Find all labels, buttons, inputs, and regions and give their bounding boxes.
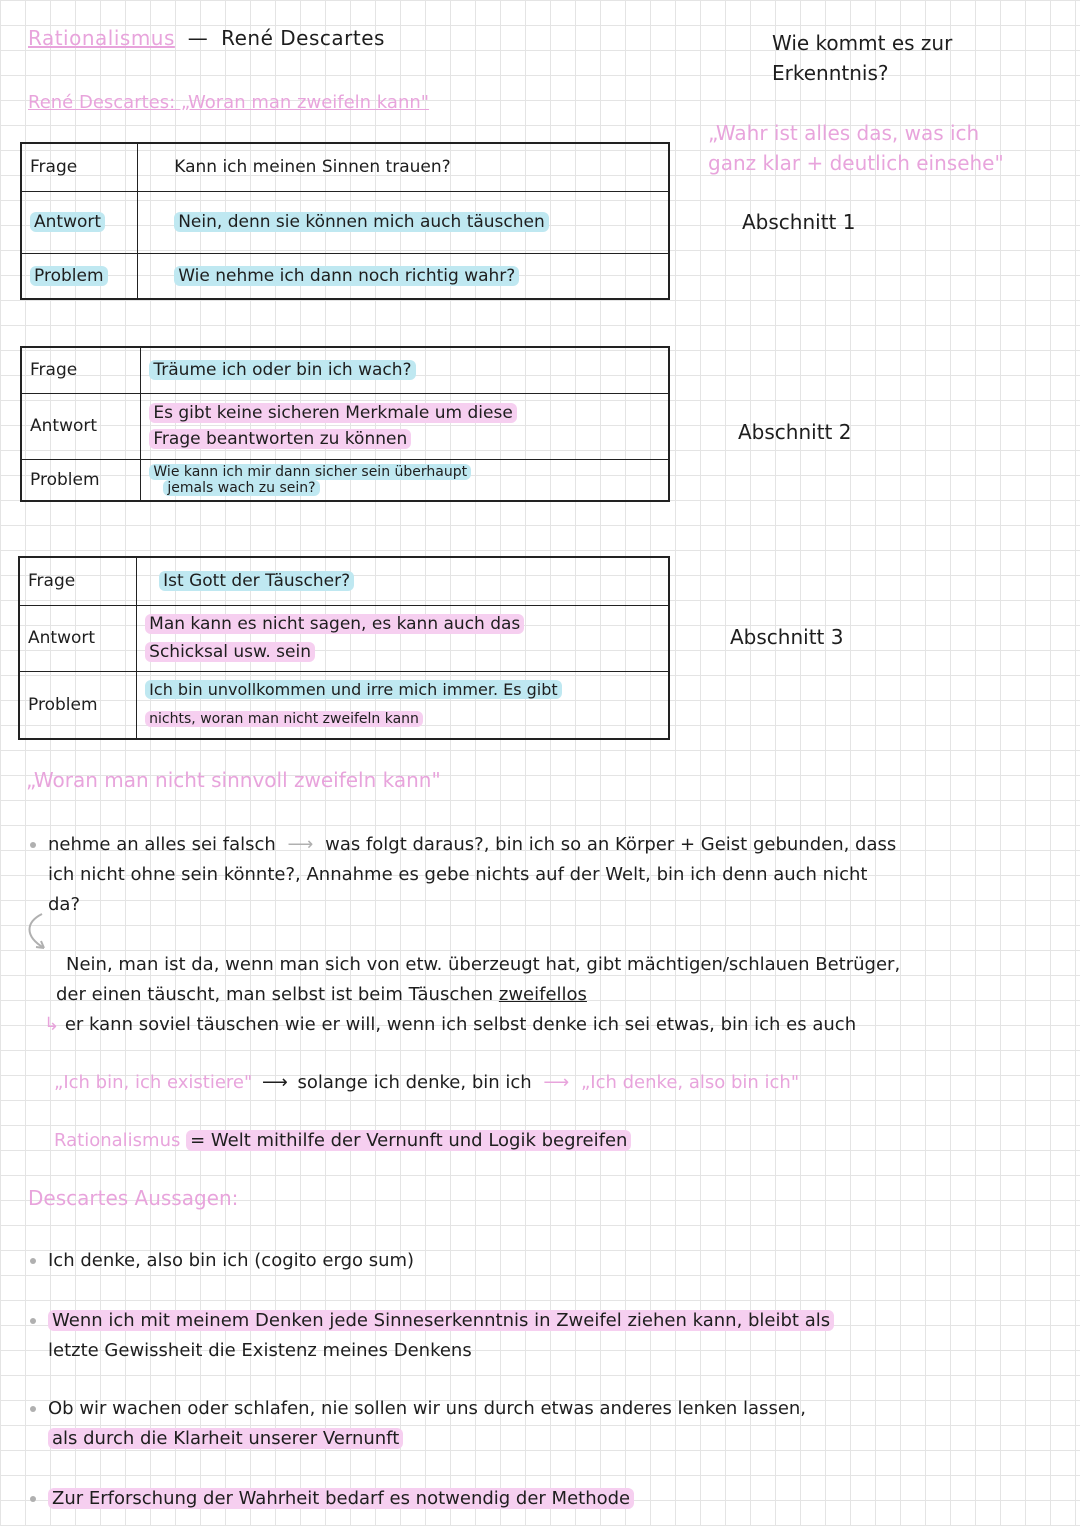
cell-frage: Ist Gott der Täuscher? bbox=[137, 557, 669, 605]
side-quote-line1: „Wahr ist alles das, was ich bbox=[708, 121, 980, 145]
ratio-def: = Welt mithilfe der Vernunft und Logik begreifen bbox=[186, 1130, 631, 1151]
aussagen-title: Descartes Aussagen: bbox=[28, 1186, 239, 1210]
label-frage: Frage bbox=[19, 557, 137, 605]
section-label-1: Abschnitt 1 bbox=[742, 210, 856, 234]
note-paragraph-2 bbox=[44, 950, 1066, 1040]
label-antwort: Antwort bbox=[21, 393, 141, 459]
arrow-icon: ⟶ bbox=[261, 1072, 288, 1093]
bullet bbox=[30, 1318, 36, 1324]
cogito-line bbox=[54, 1068, 1064, 1098]
bullet bbox=[30, 1258, 36, 1264]
rationalismus-definition bbox=[54, 1126, 1064, 1156]
title-descartes: René Descartes bbox=[221, 26, 385, 50]
cell-antwort: Nein, denn sie können mich auch täuschen bbox=[138, 191, 669, 253]
note-p1-b: was folgt daraus?, bin ich so an Körper + Geist gebunden, dass bbox=[325, 834, 897, 855]
note-p2-zweifellos: zweifellos bbox=[498, 984, 587, 1005]
side-quote bbox=[708, 118, 1004, 178]
subtitle: René Descartes: „Woran man zweifeln kann" bbox=[28, 92, 430, 113]
note-p2-line1: Nein, man ist da, wenn man sich von etw. überzeugt hat, gibt mächtigen/schlauen Betrüger, bbox=[66, 954, 901, 975]
bullet bbox=[30, 1496, 36, 1502]
arrow-icon: ⟶ bbox=[287, 834, 314, 855]
cell-antwort: Man kann es nicht sagen, es kann auch das Schicksal usw. sein bbox=[137, 605, 669, 671]
bullet bbox=[30, 1406, 36, 1412]
label-problem: Problem bbox=[21, 253, 138, 299]
curve-arrow-icon bbox=[20, 912, 60, 952]
cell-problem: Ich bin unvollkommen und irre mich immer. Es gibt nichts, woran man nicht zweifeln kann bbox=[137, 671, 669, 739]
cell-frage: Kann ich meinen Sinnen trauen? bbox=[138, 143, 669, 191]
label-antwort: Antwort bbox=[21, 191, 138, 253]
title-rationalismus: Rationalismus bbox=[28, 26, 175, 50]
label-problem: Problem bbox=[19, 671, 137, 739]
table-row bbox=[19, 557, 669, 605]
section2-title: „Woran man nicht sinnvoll zweifeln kann" bbox=[26, 768, 441, 792]
cell-problem: Wie kann ich mir dann sicher sein überhaupt jemals wach zu sein? bbox=[141, 459, 669, 501]
label-frage: Frage bbox=[21, 143, 138, 191]
header bbox=[28, 26, 385, 50]
aussage-item: Wenn ich mit meinem Denken jede Sinneserkenntnis in Zweifel ziehen kann, bleibt als letzte Gewissheit die Existenz meines Denkens bbox=[48, 1306, 1058, 1366]
note-p1-line3: da? bbox=[48, 894, 81, 915]
table-row bbox=[21, 253, 669, 299]
qa-table-1 bbox=[20, 142, 670, 300]
note-paragraph-1 bbox=[48, 830, 1058, 920]
section-label-3: Abschnitt 3 bbox=[730, 625, 844, 649]
table-row bbox=[21, 393, 669, 459]
qa-table-2 bbox=[20, 346, 670, 502]
cogito-quote-1: „Ich bin, ich existiere" bbox=[54, 1072, 253, 1093]
table-row bbox=[21, 347, 669, 393]
label-frage: Frage bbox=[21, 347, 141, 393]
side-question-line1: Wie kommt es zur bbox=[772, 31, 953, 55]
return-arrow-icon: ↳ bbox=[44, 1014, 60, 1035]
aussage-item: Ob wir wachen oder schlafen, nie sollen wir uns durch etwas anderes lenken lassen, als durch die Klarheit unserer Vernunft bbox=[48, 1398, 807, 1449]
side-question bbox=[772, 28, 952, 88]
label-antwort: Antwort bbox=[19, 605, 137, 671]
side-quote-line2: ganz klar + deutlich einsehe" bbox=[708, 151, 1004, 175]
bullet bbox=[30, 842, 36, 848]
note-p2-line2: der einen täuscht, man selbst ist beim Täuschen bbox=[56, 984, 494, 1005]
note-p2-line3: er kann soviel täuschen wie er will, wenn ich selbst denke ich sei etwas, bin ich es auch bbox=[64, 1014, 857, 1035]
table-row bbox=[21, 459, 669, 501]
title-dash: — bbox=[187, 26, 209, 50]
table-row bbox=[21, 143, 669, 191]
table-row bbox=[19, 605, 669, 671]
note-p1-line2: ich nicht ohne sein könnte?, Annahme es gebe nichts auf der Welt, bin ich denn auch nicht bbox=[48, 864, 868, 885]
table-row bbox=[19, 671, 669, 739]
cell-frage: Träume ich oder bin ich wach? bbox=[141, 347, 669, 393]
cell-antwort: Es gibt keine sicheren Merkmale um diese Frage beantworten zu können bbox=[141, 393, 669, 459]
qa-table-3 bbox=[18, 556, 670, 740]
section-label-2: Abschnitt 2 bbox=[738, 420, 852, 444]
table-row bbox=[21, 191, 669, 253]
ratio-term: Rationalismus bbox=[54, 1130, 181, 1151]
aussage-item: Ich denke, also bin ich (cogito ergo sum) bbox=[48, 1250, 415, 1271]
label-problem: Problem bbox=[21, 459, 141, 501]
cell-problem: Wie nehme ich dann noch richtig wahr? bbox=[138, 253, 669, 299]
note-p1-a: nehme an alles sei falsch bbox=[48, 834, 276, 855]
arrow-icon: ⟶ bbox=[543, 1072, 570, 1093]
aussage-item: Zur Erforschung der Wahrheit bedarf es notwendig der Methode bbox=[48, 1484, 1058, 1514]
side-question-line2: Erkenntnis? bbox=[772, 61, 889, 85]
cogito-middle: solange ich denke, bin ich bbox=[297, 1072, 532, 1093]
cogito-quote-2: „Ich denke, also bin ich" bbox=[580, 1072, 800, 1093]
